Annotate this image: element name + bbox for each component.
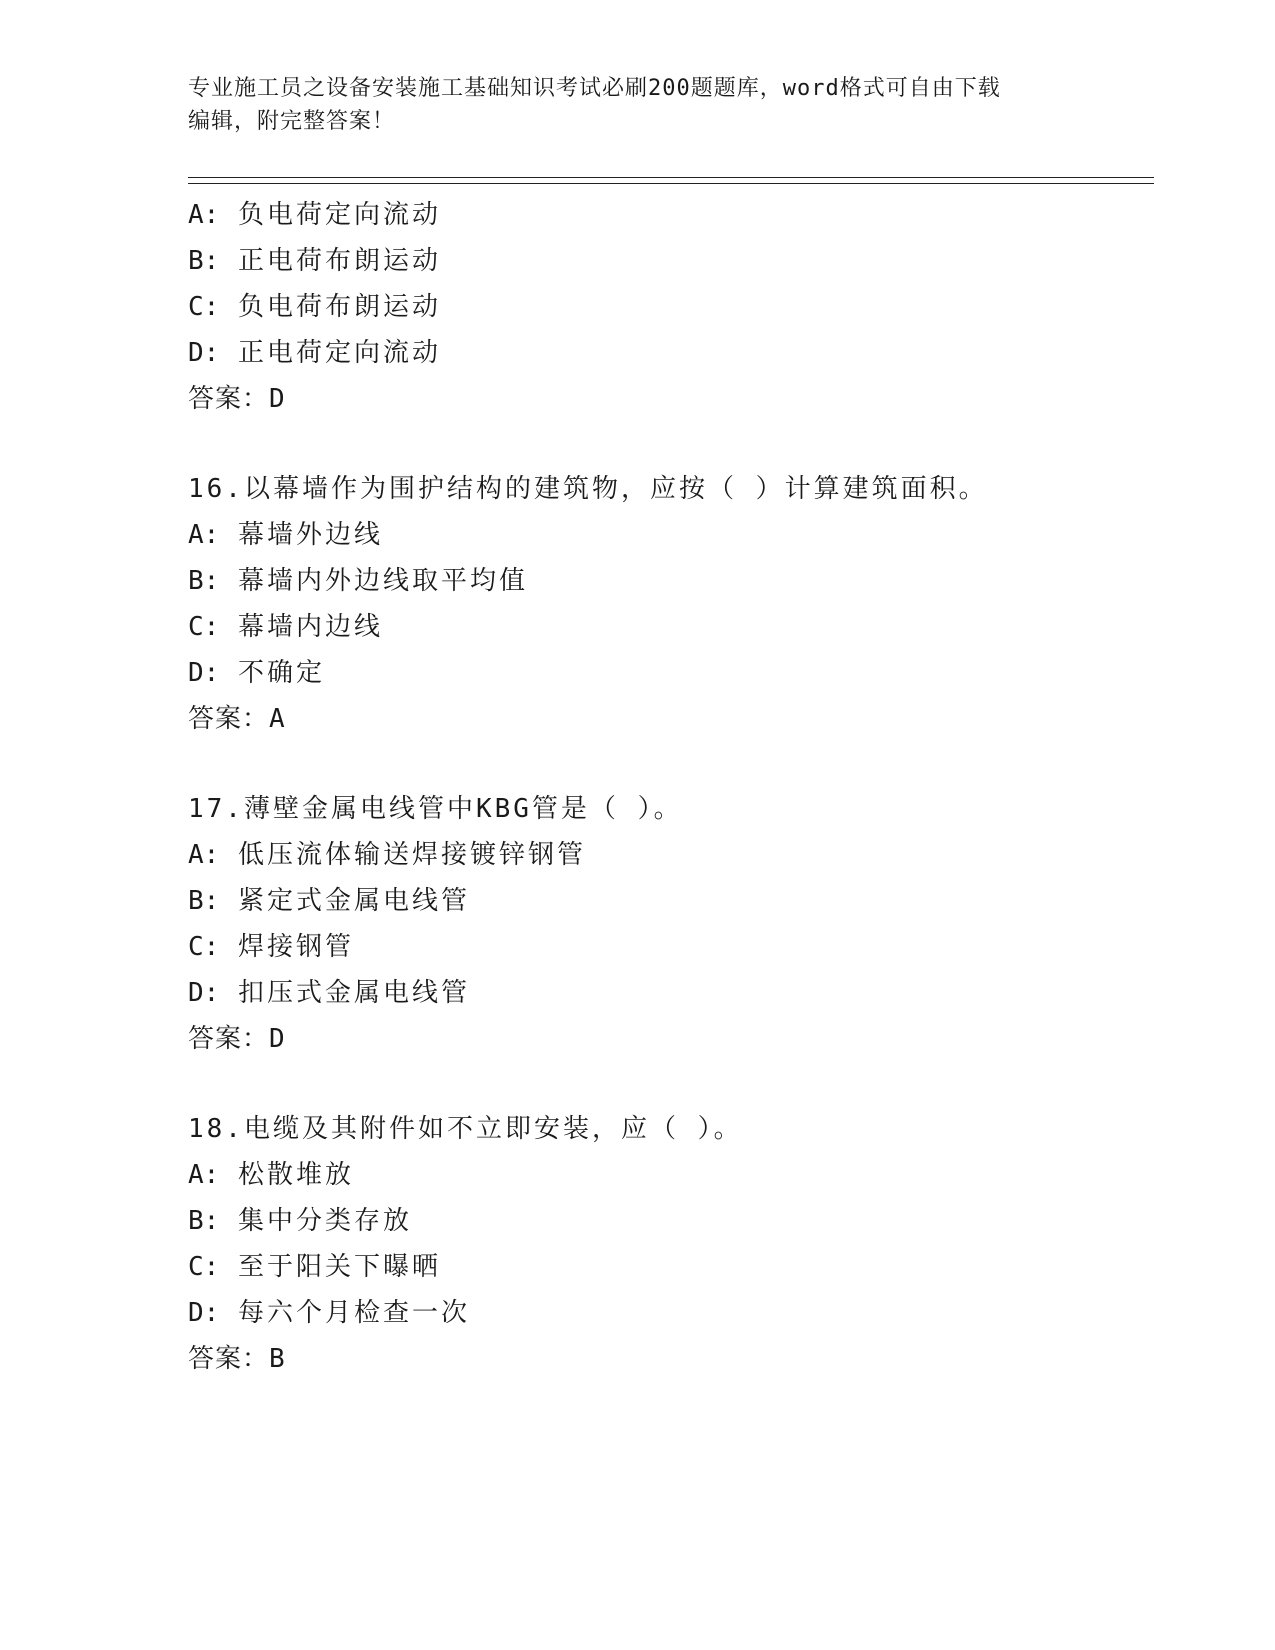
header-title-line-2: 编辑，附完整答案！ — [188, 109, 396, 134]
option-d: D: 正电荷定向流动 — [188, 338, 441, 368]
question-stem: 17.薄壁金属电线管中KBG管是（ ）。 — [188, 794, 683, 824]
page-header — [188, 72, 1068, 138]
option-c: C: 负电荷布朗运动 — [188, 292, 441, 322]
option-a: A: 幕墙外边线 — [188, 520, 383, 550]
question-stem: 16.以幕墙作为围护结构的建筑物，应按（ ）计算建筑面积。 — [188, 474, 988, 504]
answer-line: 答案：D — [188, 384, 286, 414]
question-15-continued — [188, 192, 1148, 422]
answer-value: D — [269, 1024, 286, 1054]
option-a: A: 松散堆放 — [188, 1160, 354, 1190]
header-title-line-1: 专业施工员之设备安装施工基础知识考试必刷200题题库，word格式可自由下载 — [188, 76, 1001, 101]
option-d: D: 扣压式金属电线管 — [188, 978, 470, 1008]
option-d: D: 不确定 — [188, 658, 325, 688]
option-c: C: 焊接钢管 — [188, 932, 354, 962]
answer-line: 答案：A — [188, 704, 286, 734]
question-list — [188, 192, 1148, 1382]
option-a: A: 低压流体输送焊接镀锌钢管 — [188, 840, 586, 870]
question-17 — [188, 786, 1148, 1062]
option-c: C: 幕墙内边线 — [188, 612, 383, 642]
answer-line: 答案：D — [188, 1024, 286, 1054]
header-divider-bottom — [188, 183, 1154, 184]
option-d: D: 每六个月检查一次 — [188, 1298, 470, 1328]
answer-value: A — [269, 704, 286, 734]
option-c: C: 至于阳关下曝晒 — [188, 1252, 441, 1282]
answer-line: 答案：B — [188, 1344, 286, 1374]
question-stem: 18.电缆及其附件如不立即安装，应（ ）。 — [188, 1114, 743, 1144]
option-b: B: 紧定式金属电线管 — [188, 886, 470, 916]
answer-value: D — [269, 384, 286, 414]
question-16 — [188, 466, 1148, 742]
option-b: B: 正电荷布朗运动 — [188, 246, 441, 276]
answer-value: B — [269, 1344, 286, 1374]
option-a: A: 负电荷定向流动 — [188, 200, 441, 230]
option-b: B: 集中分类存放 — [188, 1206, 412, 1236]
option-b: B: 幕墙内外边线取平均值 — [188, 566, 528, 596]
header-divider-top — [188, 177, 1154, 178]
question-18 — [188, 1106, 1148, 1382]
